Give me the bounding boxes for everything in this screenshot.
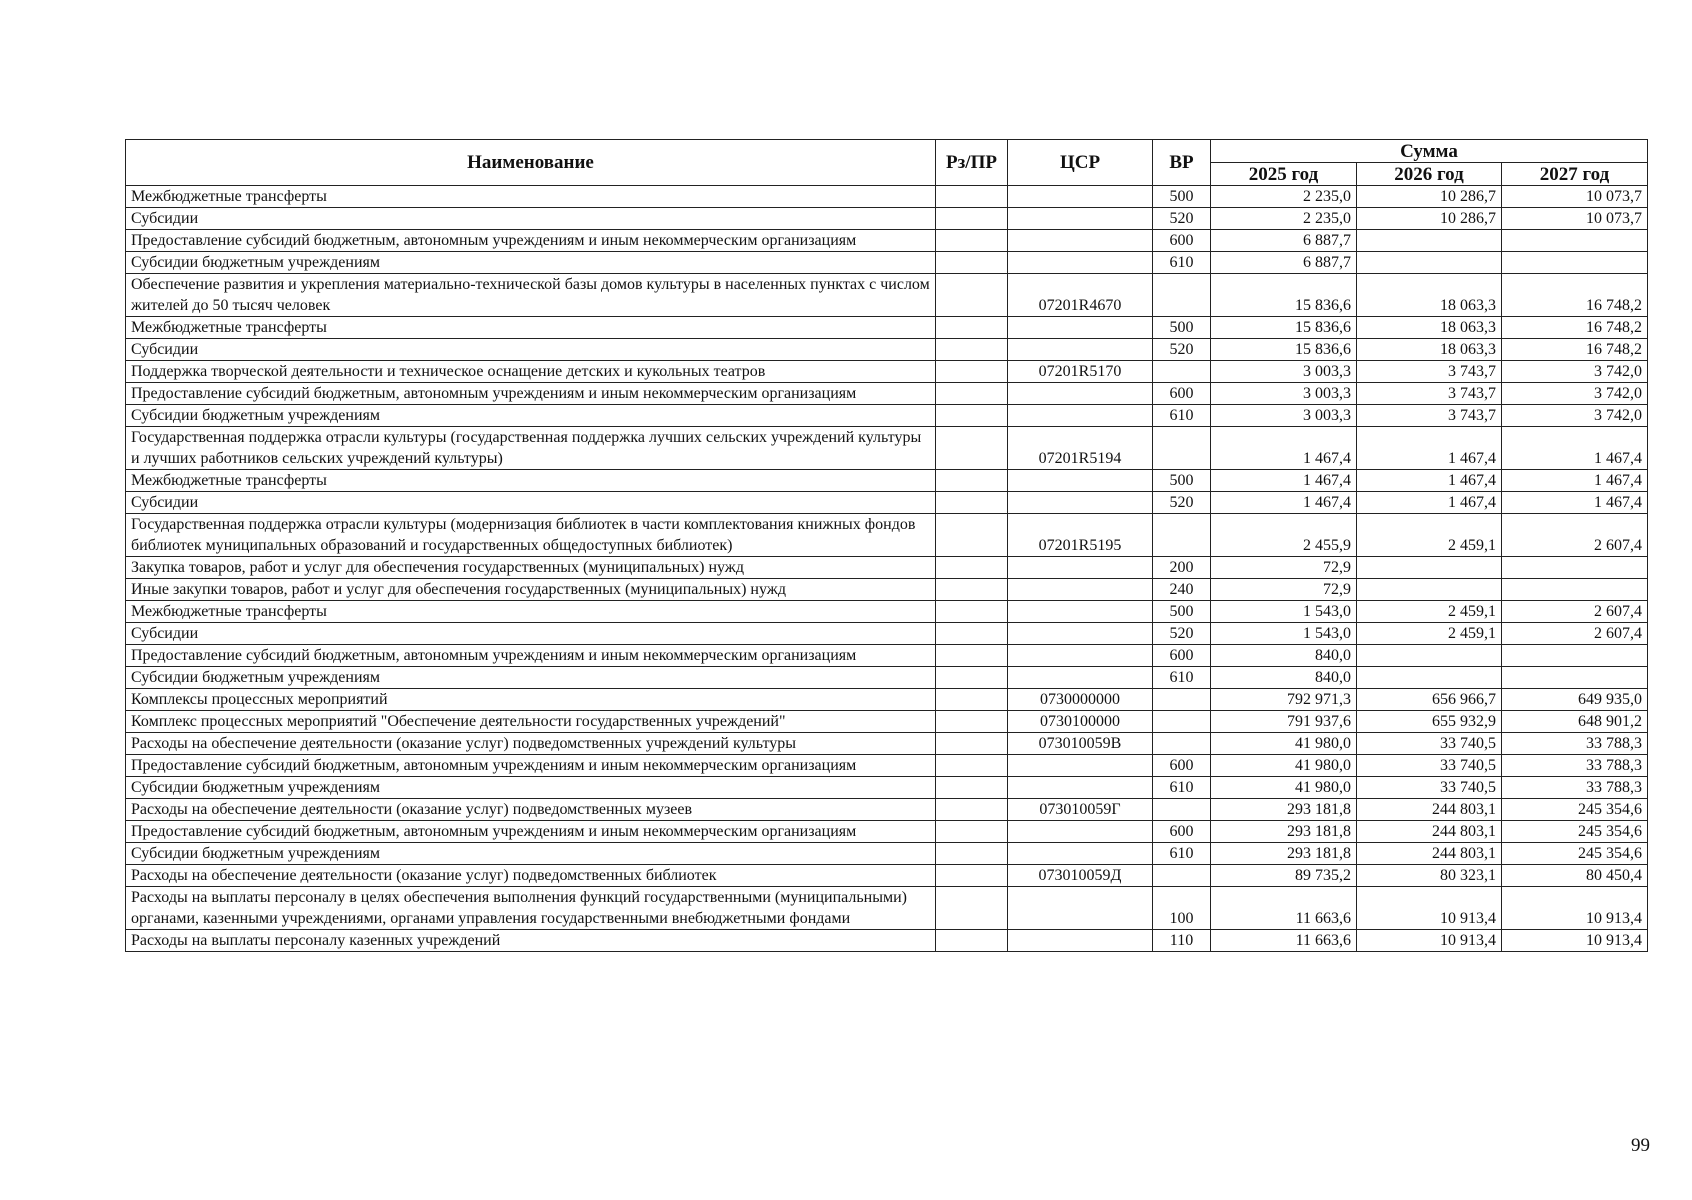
cell-name: Субсидии (126, 492, 936, 514)
cell-2026: 2 459,1 (1357, 623, 1502, 645)
cell-csr (1008, 887, 1153, 930)
cell-2025: 15 836,6 (1211, 339, 1357, 361)
cell-name: Межбюджетные трансферты (126, 186, 936, 208)
cell-rzpr (936, 733, 1008, 755)
cell-csr (1008, 339, 1153, 361)
cell-name: Предоставление субсидий бюджетным, автономным учреждениям и иным некоммерческим организациям (126, 821, 936, 843)
cell-2027: 16 748,2 (1502, 317, 1648, 339)
cell-2027: 1 467,4 (1502, 492, 1648, 514)
cell-2026: 10 913,4 (1357, 930, 1502, 952)
cell-name: Расходы на выплаты персоналу казенных учреждений (126, 930, 936, 952)
cell-rzpr (936, 339, 1008, 361)
cell-name: Государственная поддержка отрасли культуры (модернизация библиотек в части комплектования книжных фондов библиотек муниципальных образований и государственных общедоступных библиотек) (126, 514, 936, 557)
cell-2025: 6 887,7 (1211, 230, 1357, 252)
cell-2027: 33 788,3 (1502, 755, 1648, 777)
cell-rzpr (936, 470, 1008, 492)
header-vr: ВР (1153, 140, 1211, 186)
cell-2025: 840,0 (1211, 645, 1357, 667)
page-number: 99 (1631, 1135, 1650, 1156)
cell-2026: 244 803,1 (1357, 843, 1502, 865)
table-row (126, 821, 1648, 843)
header-2027: 2027 год (1502, 163, 1648, 186)
cell-rzpr (936, 208, 1008, 230)
cell-2027: 245 354,6 (1502, 843, 1648, 865)
cell-2026: 2 459,1 (1357, 601, 1502, 623)
cell-vr: 600 (1153, 821, 1211, 843)
cell-csr (1008, 492, 1153, 514)
table-row (126, 623, 1648, 645)
cell-name: Расходы на обеспечение деятельности (оказание услуг) подведомственных библиотек (126, 865, 936, 887)
cell-2025: 89 735,2 (1211, 865, 1357, 887)
table-row (126, 689, 1648, 711)
cell-rzpr (936, 777, 1008, 799)
cell-csr (1008, 252, 1153, 274)
table-row (126, 514, 1648, 557)
table-row (126, 930, 1648, 952)
cell-2026: 1 467,4 (1357, 427, 1502, 470)
cell-vr (1153, 733, 1211, 755)
cell-vr: 610 (1153, 843, 1211, 865)
budget-table (125, 139, 1648, 952)
cell-csr (1008, 645, 1153, 667)
cell-csr (1008, 821, 1153, 843)
cell-csr: 073010059Г (1008, 799, 1153, 821)
cell-vr: 610 (1153, 405, 1211, 427)
cell-rzpr (936, 230, 1008, 252)
cell-2025: 1 467,4 (1211, 470, 1357, 492)
cell-vr: 500 (1153, 470, 1211, 492)
cell-vr: 600 (1153, 645, 1211, 667)
cell-2025: 6 887,7 (1211, 252, 1357, 274)
cell-2026 (1357, 667, 1502, 689)
header-2026: 2026 год (1357, 163, 1502, 186)
cell-2025: 293 181,8 (1211, 821, 1357, 843)
cell-csr: 07201R4670 (1008, 274, 1153, 317)
cell-vr: 600 (1153, 230, 1211, 252)
cell-csr (1008, 470, 1153, 492)
cell-rzpr (936, 427, 1008, 470)
cell-vr (1153, 865, 1211, 887)
cell-2026: 80 323,1 (1357, 865, 1502, 887)
cell-2026: 656 966,7 (1357, 689, 1502, 711)
cell-rzpr (936, 623, 1008, 645)
table-row (126, 843, 1648, 865)
cell-2026: 18 063,3 (1357, 317, 1502, 339)
cell-2026: 1 467,4 (1357, 470, 1502, 492)
cell-name: Поддержка творческой деятельности и техническое оснащение детских и кукольных театров (126, 361, 936, 383)
cell-csr (1008, 557, 1153, 579)
table-row (126, 186, 1648, 208)
cell-csr (1008, 623, 1153, 645)
cell-vr: 610 (1153, 777, 1211, 799)
cell-rzpr (936, 930, 1008, 952)
table-row (126, 777, 1648, 799)
cell-rzpr (936, 579, 1008, 601)
cell-2027: 3 742,0 (1502, 405, 1648, 427)
cell-rzpr (936, 821, 1008, 843)
cell-2025: 11 663,6 (1211, 930, 1357, 952)
cell-2025: 1 467,4 (1211, 427, 1357, 470)
cell-2026: 10 913,4 (1357, 887, 1502, 930)
cell-rzpr (936, 252, 1008, 274)
cell-2025: 1 543,0 (1211, 601, 1357, 623)
cell-rzpr (936, 645, 1008, 667)
cell-rzpr (936, 186, 1008, 208)
cell-2027: 33 788,3 (1502, 733, 1648, 755)
cell-rzpr (936, 405, 1008, 427)
cell-name: Субсидии бюджетным учреждениям (126, 405, 936, 427)
cell-vr (1153, 274, 1211, 317)
cell-name: Субсидии бюджетным учреждениям (126, 843, 936, 865)
cell-name: Предоставление субсидий бюджетным, автономным учреждениям и иным некоммерческим организациям (126, 645, 936, 667)
cell-vr: 610 (1153, 252, 1211, 274)
cell-rzpr (936, 557, 1008, 579)
cell-name: Обеспечение развития и укрепления материально-технической базы домов культуры в населенных пунктах с числом жителей до 50 тысяч человек (126, 274, 936, 317)
cell-csr (1008, 317, 1153, 339)
cell-2026: 244 803,1 (1357, 799, 1502, 821)
cell-2027: 649 935,0 (1502, 689, 1648, 711)
cell-2025: 72,9 (1211, 557, 1357, 579)
cell-2027 (1502, 579, 1648, 601)
table-row (126, 755, 1648, 777)
header-name: Наименование (126, 140, 936, 186)
table-row (126, 645, 1648, 667)
cell-csr: 07201R5170 (1008, 361, 1153, 383)
header-rzpr: Рз/ПР (936, 140, 1008, 186)
cell-2026: 2 459,1 (1357, 514, 1502, 557)
table-row (126, 383, 1648, 405)
cell-2026: 3 743,7 (1357, 383, 1502, 405)
cell-vr: 600 (1153, 383, 1211, 405)
cell-csr: 07201R5195 (1008, 514, 1153, 557)
cell-vr: 500 (1153, 186, 1211, 208)
cell-rzpr (936, 492, 1008, 514)
table-row (126, 601, 1648, 623)
cell-rzpr (936, 514, 1008, 557)
cell-csr: 073010059В (1008, 733, 1153, 755)
cell-2025: 2 455,9 (1211, 514, 1357, 557)
cell-name: Субсидии бюджетным учреждениям (126, 667, 936, 689)
cell-vr: 610 (1153, 667, 1211, 689)
cell-2025: 11 663,6 (1211, 887, 1357, 930)
cell-name: Предоставление субсидий бюджетным, автономным учреждениям и иным некоммерческим организациям (126, 230, 936, 252)
cell-2026 (1357, 230, 1502, 252)
cell-name: Субсидии бюджетным учреждениям (126, 777, 936, 799)
cell-2026 (1357, 252, 1502, 274)
cell-vr: 600 (1153, 755, 1211, 777)
table-row (126, 274, 1648, 317)
cell-2025: 840,0 (1211, 667, 1357, 689)
cell-2026 (1357, 579, 1502, 601)
table-row (126, 733, 1648, 755)
cell-name: Закупка товаров, работ и услуг для обеспечения государственных (муниципальных) нужд (126, 557, 936, 579)
cell-2025: 2 235,0 (1211, 208, 1357, 230)
cell-2026: 33 740,5 (1357, 755, 1502, 777)
cell-csr: 0730100000 (1008, 711, 1153, 733)
table-row (126, 361, 1648, 383)
cell-name: Расходы на обеспечение деятельности (оказание услуг) подведомственных учреждений культуры (126, 733, 936, 755)
cell-2027: 245 354,6 (1502, 799, 1648, 821)
cell-2027: 16 748,2 (1502, 274, 1648, 317)
cell-2027 (1502, 645, 1648, 667)
cell-rzpr (936, 274, 1008, 317)
table-row (126, 799, 1648, 821)
cell-2026: 1 467,4 (1357, 492, 1502, 514)
table-row (126, 667, 1648, 689)
cell-2025: 3 003,3 (1211, 405, 1357, 427)
cell-name: Субсидии (126, 208, 936, 230)
cell-2026: 18 063,3 (1357, 339, 1502, 361)
cell-2027: 3 742,0 (1502, 383, 1648, 405)
cell-2025: 15 836,6 (1211, 274, 1357, 317)
header-sum: Сумма (1211, 140, 1648, 163)
cell-csr: 073010059Д (1008, 865, 1153, 887)
cell-csr: 07201R5194 (1008, 427, 1153, 470)
header-csr: ЦСР (1008, 140, 1153, 186)
cell-name: Субсидии (126, 339, 936, 361)
cell-2027: 1 467,4 (1502, 470, 1648, 492)
cell-name: Субсидии бюджетным учреждениям (126, 252, 936, 274)
cell-2027 (1502, 557, 1648, 579)
cell-csr (1008, 843, 1153, 865)
cell-2027 (1502, 252, 1648, 274)
table-row (126, 339, 1648, 361)
cell-rzpr (936, 361, 1008, 383)
cell-csr (1008, 930, 1153, 952)
cell-2025: 293 181,8 (1211, 799, 1357, 821)
cell-rzpr (936, 887, 1008, 930)
cell-vr: 500 (1153, 601, 1211, 623)
cell-2027 (1502, 230, 1648, 252)
cell-vr (1153, 361, 1211, 383)
cell-2027: 648 901,2 (1502, 711, 1648, 733)
table-row (126, 470, 1648, 492)
cell-csr (1008, 230, 1153, 252)
cell-rzpr (936, 689, 1008, 711)
table-row (126, 887, 1648, 930)
cell-name: Субсидии (126, 623, 936, 645)
cell-vr: 520 (1153, 623, 1211, 645)
cell-2025: 2 235,0 (1211, 186, 1357, 208)
cell-2025: 41 980,0 (1211, 733, 1357, 755)
cell-csr (1008, 383, 1153, 405)
cell-rzpr (936, 317, 1008, 339)
cell-2025: 1 543,0 (1211, 623, 1357, 645)
cell-csr (1008, 579, 1153, 601)
cell-vr (1153, 427, 1211, 470)
cell-2027: 33 788,3 (1502, 777, 1648, 799)
cell-rzpr (936, 383, 1008, 405)
cell-csr (1008, 667, 1153, 689)
cell-2026: 18 063,3 (1357, 274, 1502, 317)
cell-vr (1153, 514, 1211, 557)
table-header (126, 140, 1648, 186)
cell-2027: 16 748,2 (1502, 339, 1648, 361)
cell-2026: 244 803,1 (1357, 821, 1502, 843)
cell-2025: 791 937,6 (1211, 711, 1357, 733)
cell-vr (1153, 711, 1211, 733)
cell-2026 (1357, 557, 1502, 579)
cell-rzpr (936, 711, 1008, 733)
cell-2025: 1 467,4 (1211, 492, 1357, 514)
cell-rzpr (936, 601, 1008, 623)
table-row (126, 557, 1648, 579)
cell-name: Предоставление субсидий бюджетным, автономным учреждениям и иным некоммерческим организациям (126, 383, 936, 405)
cell-csr (1008, 208, 1153, 230)
cell-vr: 500 (1153, 317, 1211, 339)
cell-2027: 2 607,4 (1502, 601, 1648, 623)
cell-2027: 245 354,6 (1502, 821, 1648, 843)
cell-2025: 293 181,8 (1211, 843, 1357, 865)
cell-2027: 2 607,4 (1502, 514, 1648, 557)
cell-2026: 10 286,7 (1357, 208, 1502, 230)
cell-vr: 520 (1153, 208, 1211, 230)
cell-2027: 10 913,4 (1502, 887, 1648, 930)
cell-vr: 100 (1153, 887, 1211, 930)
cell-csr (1008, 755, 1153, 777)
cell-2026: 3 743,7 (1357, 361, 1502, 383)
table-row (126, 230, 1648, 252)
cell-2025: 15 836,6 (1211, 317, 1357, 339)
cell-vr: 520 (1153, 492, 1211, 514)
cell-2025: 41 980,0 (1211, 777, 1357, 799)
cell-rzpr (936, 799, 1008, 821)
cell-rzpr (936, 755, 1008, 777)
cell-name: Межбюджетные трансферты (126, 601, 936, 623)
cell-2027: 10 913,4 (1502, 930, 1648, 952)
table-row (126, 865, 1648, 887)
cell-2026: 33 740,5 (1357, 777, 1502, 799)
cell-2027: 3 742,0 (1502, 361, 1648, 383)
cell-vr (1153, 799, 1211, 821)
cell-2026 (1357, 645, 1502, 667)
cell-name: Межбюджетные трансферты (126, 317, 936, 339)
cell-csr (1008, 777, 1153, 799)
cell-2027: 10 073,7 (1502, 208, 1648, 230)
cell-rzpr (936, 843, 1008, 865)
cell-csr (1008, 186, 1153, 208)
cell-name: Иные закупки товаров, работ и услуг для обеспечения государственных (муниципальных) нужд (126, 579, 936, 601)
header-2025: 2025 год (1211, 163, 1357, 186)
table-row (126, 579, 1648, 601)
cell-2027: 1 467,4 (1502, 427, 1648, 470)
table-body (126, 186, 1648, 952)
cell-rzpr (936, 865, 1008, 887)
cell-name: Расходы на выплаты персоналу в целях обеспечения выполнения функций государственными (муниципальными) органами, казенными учреждениями, органами управления государственными внебюджетными фондами (126, 887, 936, 930)
table-row (126, 252, 1648, 274)
cell-name: Комплексы процессных мероприятий (126, 689, 936, 711)
cell-vr: 240 (1153, 579, 1211, 601)
table-row (126, 492, 1648, 514)
cell-name: Межбюджетные трансферты (126, 470, 936, 492)
cell-vr: 520 (1153, 339, 1211, 361)
cell-2027: 80 450,4 (1502, 865, 1648, 887)
cell-2026: 655 932,9 (1357, 711, 1502, 733)
budget-table-sheet (125, 139, 1647, 952)
cell-2027: 10 073,7 (1502, 186, 1648, 208)
cell-2025: 3 003,3 (1211, 383, 1357, 405)
table-row (126, 711, 1648, 733)
cell-2027: 2 607,4 (1502, 623, 1648, 645)
table-row (126, 427, 1648, 470)
cell-2025: 792 971,3 (1211, 689, 1357, 711)
cell-csr: 0730000000 (1008, 689, 1153, 711)
table-row (126, 405, 1648, 427)
table-row (126, 317, 1648, 339)
cell-2025: 72,9 (1211, 579, 1357, 601)
cell-2027 (1502, 667, 1648, 689)
cell-2025: 41 980,0 (1211, 755, 1357, 777)
cell-name: Государственная поддержка отрасли культуры (государственная поддержка лучших сельских учреждений культуры и лучших работников сельских учреждений культуры) (126, 427, 936, 470)
cell-name: Расходы на обеспечение деятельности (оказание услуг) подведомственных музеев (126, 799, 936, 821)
cell-rzpr (936, 667, 1008, 689)
table-row (126, 208, 1648, 230)
cell-2026: 10 286,7 (1357, 186, 1502, 208)
cell-2026: 33 740,5 (1357, 733, 1502, 755)
cell-vr: 110 (1153, 930, 1211, 952)
cell-vr (1153, 689, 1211, 711)
cell-csr (1008, 405, 1153, 427)
cell-vr: 200 (1153, 557, 1211, 579)
cell-csr (1008, 601, 1153, 623)
cell-2026: 3 743,7 (1357, 405, 1502, 427)
cell-name: Предоставление субсидий бюджетным, автономным учреждениям и иным некоммерческим организациям (126, 755, 936, 777)
cell-2025: 3 003,3 (1211, 361, 1357, 383)
cell-name: Комплекс процессных мероприятий "Обеспечение деятельности государственных учреждений" (126, 711, 936, 733)
